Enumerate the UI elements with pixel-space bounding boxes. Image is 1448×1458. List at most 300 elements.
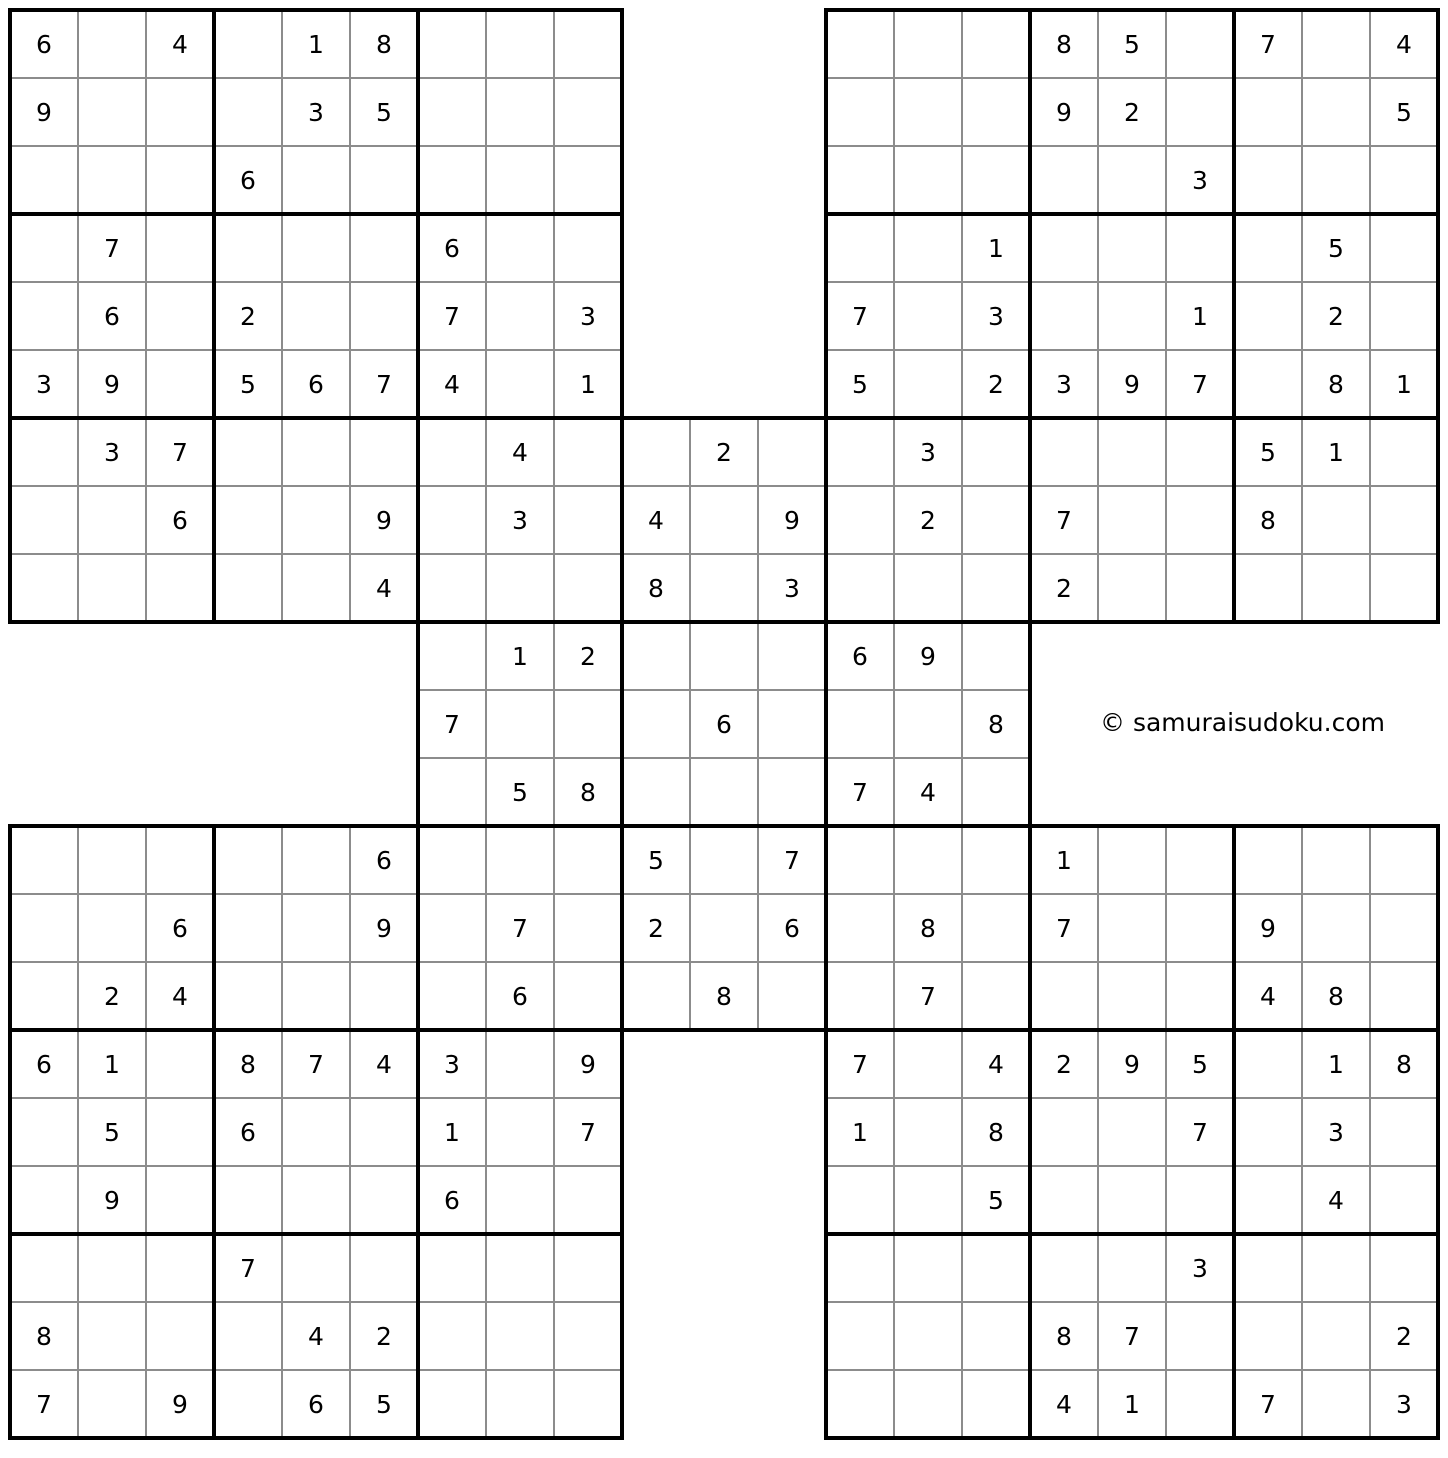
empty-cell[interactable] xyxy=(488,1236,552,1300)
empty-cell[interactable] xyxy=(964,760,1028,824)
empty-cell[interactable] xyxy=(352,1168,416,1232)
empty-cell[interactable] xyxy=(80,828,144,892)
empty-cell[interactable] xyxy=(896,1236,960,1300)
empty-cell[interactable] xyxy=(12,284,76,348)
empty-cell[interactable] xyxy=(216,1304,280,1368)
empty-cell[interactable] xyxy=(896,12,960,76)
empty-cell[interactable] xyxy=(760,420,824,484)
empty-cell[interactable] xyxy=(760,760,824,824)
empty-cell[interactable] xyxy=(12,148,76,212)
empty-cell[interactable] xyxy=(1100,148,1164,212)
empty-cell[interactable] xyxy=(420,1236,484,1300)
empty-cell[interactable] xyxy=(488,556,552,620)
empty-cell[interactable] xyxy=(420,556,484,620)
empty-cell[interactable] xyxy=(1236,352,1300,416)
given-digit: 6 xyxy=(444,1186,460,1215)
given-digit: 1 xyxy=(444,1118,460,1147)
empty-cell[interactable] xyxy=(556,896,620,960)
given-digit: 7 xyxy=(580,1118,596,1147)
empty-cell[interactable] xyxy=(420,488,484,552)
given-digit: 7 xyxy=(1192,370,1208,399)
given-digit: 5 xyxy=(512,778,528,807)
empty-cell[interactable] xyxy=(284,420,348,484)
empty-cell[interactable] xyxy=(80,556,144,620)
empty-cell[interactable] xyxy=(964,12,1028,76)
empty-cell[interactable] xyxy=(1100,1236,1164,1300)
empty-cell[interactable] xyxy=(80,1372,144,1436)
empty-cell[interactable] xyxy=(488,692,552,756)
empty-cell[interactable] xyxy=(556,692,620,756)
given-digit: 4 xyxy=(308,1322,324,1351)
empty-cell[interactable] xyxy=(216,1168,280,1232)
empty-cell[interactable] xyxy=(828,692,892,756)
empty-cell[interactable] xyxy=(896,148,960,212)
empty-cell[interactable] xyxy=(1372,216,1436,280)
given-digit: 8 xyxy=(1056,1322,1072,1351)
empty-cell[interactable] xyxy=(964,488,1028,552)
empty-cell[interactable] xyxy=(352,284,416,348)
empty-cell[interactable] xyxy=(80,1236,144,1300)
empty-cell[interactable] xyxy=(216,420,280,484)
empty-cell[interactable] xyxy=(352,216,416,280)
empty-cell[interactable] xyxy=(148,148,212,212)
empty-cell[interactable] xyxy=(1168,964,1232,1028)
empty-cell[interactable] xyxy=(1236,148,1300,212)
empty-cell[interactable] xyxy=(488,216,552,280)
empty-cell[interactable] xyxy=(828,80,892,144)
given-digit: 8 xyxy=(988,1118,1004,1147)
empty-cell[interactable] xyxy=(488,284,552,348)
empty-cell[interactable] xyxy=(352,964,416,1028)
empty-cell[interactable] xyxy=(896,1032,960,1096)
empty-cell[interactable] xyxy=(12,1100,76,1164)
empty-cell[interactable] xyxy=(1236,1032,1300,1096)
given-digit: 5 xyxy=(240,370,256,399)
empty-cell[interactable] xyxy=(1168,896,1232,960)
empty-cell[interactable] xyxy=(148,1100,212,1164)
empty-cell[interactable] xyxy=(1168,216,1232,280)
empty-cell[interactable] xyxy=(556,420,620,484)
empty-cell[interactable] xyxy=(1372,1100,1436,1164)
empty-cell[interactable] xyxy=(556,1372,620,1436)
empty-cell[interactable] xyxy=(896,692,960,756)
empty-cell[interactable] xyxy=(1168,828,1232,892)
empty-cell[interactable] xyxy=(488,12,552,76)
given-digit: 9 xyxy=(784,506,800,535)
given-digit: 6 xyxy=(172,914,188,943)
empty-cell[interactable] xyxy=(1304,1372,1368,1436)
empty-cell[interactable] xyxy=(556,1168,620,1232)
empty-cell[interactable] xyxy=(760,624,824,688)
empty-cell[interactable] xyxy=(1168,1168,1232,1232)
empty-cell[interactable] xyxy=(896,352,960,416)
empty-cell[interactable] xyxy=(216,216,280,280)
empty-cell[interactable] xyxy=(1032,284,1096,348)
empty-cell[interactable] xyxy=(1168,556,1232,620)
given-digit: 7 xyxy=(1124,1322,1140,1351)
given-digit: 6 xyxy=(104,302,120,331)
empty-cell[interactable] xyxy=(964,624,1028,688)
empty-cell[interactable] xyxy=(148,1168,212,1232)
empty-cell[interactable] xyxy=(1304,488,1368,552)
empty-cell[interactable] xyxy=(80,896,144,960)
given-digit: 2 xyxy=(240,302,256,331)
empty-cell[interactable] xyxy=(828,1236,892,1300)
given-digit: 2 xyxy=(988,370,1004,399)
empty-cell[interactable] xyxy=(1032,1100,1096,1164)
given-digit: 7 xyxy=(852,302,868,331)
empty-cell[interactable] xyxy=(556,964,620,1028)
empty-cell[interactable] xyxy=(828,1372,892,1436)
empty-cell[interactable] xyxy=(828,216,892,280)
empty-cell[interactable] xyxy=(828,1304,892,1368)
empty-cell[interactable] xyxy=(692,760,756,824)
empty-cell[interactable] xyxy=(896,828,960,892)
given-digit: 1 xyxy=(1328,438,1344,467)
empty-cell[interactable] xyxy=(828,828,892,892)
empty-cell[interactable] xyxy=(1372,148,1436,212)
empty-cell[interactable] xyxy=(1032,964,1096,1028)
empty-cell[interactable] xyxy=(420,760,484,824)
empty-cell[interactable] xyxy=(148,556,212,620)
empty-cell[interactable] xyxy=(148,80,212,144)
empty-cell[interactable] xyxy=(1372,1236,1436,1300)
empty-cell[interactable] xyxy=(148,284,212,348)
empty-cell[interactable] xyxy=(1372,488,1436,552)
given-digit: 3 xyxy=(1328,1118,1344,1147)
given-digit: 1 xyxy=(1124,1390,1140,1419)
empty-cell[interactable] xyxy=(12,1168,76,1232)
given-digit: 7 xyxy=(308,1050,324,1079)
empty-cell[interactable] xyxy=(284,284,348,348)
empty-cell[interactable] xyxy=(488,1168,552,1232)
empty-cell[interactable] xyxy=(1372,828,1436,892)
empty-cell[interactable] xyxy=(12,488,76,552)
given-digit: 8 xyxy=(1260,506,1276,535)
empty-cell[interactable] xyxy=(828,488,892,552)
empty-cell[interactable] xyxy=(1100,216,1164,280)
empty-cell[interactable] xyxy=(828,1168,892,1232)
given-digit: 4 xyxy=(1328,1186,1344,1215)
empty-cell[interactable] xyxy=(760,964,824,1028)
empty-cell[interactable] xyxy=(352,1236,416,1300)
empty-cell[interactable] xyxy=(420,420,484,484)
given-digit: 7 xyxy=(784,846,800,875)
empty-cell[interactable] xyxy=(1100,284,1164,348)
empty-cell[interactable] xyxy=(1032,420,1096,484)
empty-cell[interactable] xyxy=(488,80,552,144)
empty-cell[interactable] xyxy=(556,216,620,280)
empty-cell[interactable] xyxy=(828,12,892,76)
empty-cell[interactable] xyxy=(216,964,280,1028)
empty-cell[interactable] xyxy=(964,828,1028,892)
empty-cell[interactable] xyxy=(1032,1168,1096,1232)
given-digit: 1 xyxy=(308,30,324,59)
empty-cell[interactable] xyxy=(1304,896,1368,960)
given-digit: 6 xyxy=(376,846,392,875)
empty-cell[interactable] xyxy=(760,692,824,756)
empty-cell[interactable] xyxy=(420,80,484,144)
empty-cell[interactable] xyxy=(896,1168,960,1232)
given-digit: 2 xyxy=(580,642,596,671)
empty-cell[interactable] xyxy=(556,80,620,144)
empty-cell[interactable] xyxy=(556,1236,620,1300)
empty-cell[interactable] xyxy=(488,1100,552,1164)
empty-cell[interactable] xyxy=(1032,148,1096,212)
given-digit: 5 xyxy=(376,1390,392,1419)
empty-cell[interactable] xyxy=(80,148,144,212)
empty-cell[interactable] xyxy=(12,556,76,620)
given-digit: 7 xyxy=(444,302,460,331)
given-digit: 7 xyxy=(376,370,392,399)
empty-cell[interactable] xyxy=(964,896,1028,960)
empty-cell[interactable] xyxy=(896,216,960,280)
empty-cell[interactable] xyxy=(420,1372,484,1436)
empty-cell[interactable] xyxy=(1168,1304,1232,1368)
empty-cell[interactable] xyxy=(1100,964,1164,1028)
empty-cell[interactable] xyxy=(80,1304,144,1368)
empty-cell[interactable] xyxy=(1236,556,1300,620)
given-digit: 7 xyxy=(444,710,460,739)
empty-cell[interactable] xyxy=(964,1372,1028,1436)
empty-cell[interactable] xyxy=(1100,488,1164,552)
empty-cell[interactable] xyxy=(828,556,892,620)
empty-cell[interactable] xyxy=(1236,80,1300,144)
empty-cell[interactable] xyxy=(1168,12,1232,76)
empty-cell[interactable] xyxy=(488,1032,552,1096)
empty-cell[interactable] xyxy=(420,896,484,960)
given-digit: 5 xyxy=(376,98,392,127)
empty-cell[interactable] xyxy=(80,80,144,144)
empty-cell[interactable] xyxy=(488,1304,552,1368)
empty-cell[interactable] xyxy=(352,1100,416,1164)
empty-cell[interactable] xyxy=(216,896,280,960)
given-digit: 2 xyxy=(1328,302,1344,331)
empty-cell[interactable] xyxy=(896,284,960,348)
empty-cell[interactable] xyxy=(420,624,484,688)
given-digit: 6 xyxy=(308,370,324,399)
empty-cell[interactable] xyxy=(964,1236,1028,1300)
given-digit: 1 xyxy=(988,234,1004,263)
empty-cell[interactable] xyxy=(352,148,416,212)
empty-cell[interactable] xyxy=(1304,148,1368,212)
empty-cell[interactable] xyxy=(1372,896,1436,960)
empty-cell[interactable] xyxy=(556,12,620,76)
empty-cell[interactable] xyxy=(12,896,76,960)
empty-cell[interactable] xyxy=(216,828,280,892)
empty-cell[interactable] xyxy=(964,1304,1028,1368)
empty-cell[interactable] xyxy=(1100,556,1164,620)
empty-cell[interactable] xyxy=(12,420,76,484)
empty-cell[interactable] xyxy=(488,1372,552,1436)
given-digit: 3 xyxy=(1396,1390,1412,1419)
empty-cell[interactable] xyxy=(1304,828,1368,892)
empty-cell[interactable] xyxy=(828,964,892,1028)
given-digit: 2 xyxy=(1396,1322,1412,1351)
empty-cell[interactable] xyxy=(284,1100,348,1164)
empty-cell[interactable] xyxy=(1032,216,1096,280)
empty-cell[interactable] xyxy=(1304,1236,1368,1300)
empty-cell[interactable] xyxy=(216,488,280,552)
given-digit: 7 xyxy=(1260,1390,1276,1419)
empty-cell[interactable] xyxy=(556,828,620,892)
empty-cell[interactable] xyxy=(692,556,756,620)
given-digit: 9 xyxy=(920,642,936,671)
empty-cell[interactable] xyxy=(284,896,348,960)
empty-cell[interactable] xyxy=(624,624,688,688)
given-digit: 1 xyxy=(512,642,528,671)
empty-cell[interactable] xyxy=(896,1100,960,1164)
given-digit: 3 xyxy=(308,98,324,127)
empty-cell[interactable] xyxy=(556,488,620,552)
empty-cell[interactable] xyxy=(12,964,76,1028)
empty-cell[interactable] xyxy=(1168,80,1232,144)
empty-cell[interactable] xyxy=(1372,1168,1436,1232)
empty-cell[interactable] xyxy=(284,964,348,1028)
empty-cell[interactable] xyxy=(284,828,348,892)
given-digit: 6 xyxy=(240,166,256,195)
empty-cell[interactable] xyxy=(1236,216,1300,280)
copyright-text: © samuraisudoku.com xyxy=(1100,708,1385,737)
empty-cell[interactable] xyxy=(216,12,280,76)
empty-cell[interactable] xyxy=(896,80,960,144)
empty-cell[interactable] xyxy=(624,964,688,1028)
empty-cell[interactable] xyxy=(148,352,212,416)
empty-cell[interactable] xyxy=(420,828,484,892)
empty-cell[interactable] xyxy=(284,556,348,620)
empty-cell[interactable] xyxy=(556,148,620,212)
empty-cell[interactable] xyxy=(1168,1372,1232,1436)
empty-cell[interactable] xyxy=(284,488,348,552)
empty-cell[interactable] xyxy=(964,148,1028,212)
empty-cell[interactable] xyxy=(216,80,280,144)
empty-cell[interactable] xyxy=(216,1372,280,1436)
empty-cell[interactable] xyxy=(12,828,76,892)
empty-cell[interactable] xyxy=(284,216,348,280)
empty-cell[interactable] xyxy=(12,216,76,280)
given-digit: 9 xyxy=(376,914,392,943)
empty-cell[interactable] xyxy=(148,216,212,280)
empty-cell[interactable] xyxy=(828,420,892,484)
empty-cell[interactable] xyxy=(1168,420,1232,484)
empty-cell[interactable] xyxy=(1236,1168,1300,1232)
empty-cell[interactable] xyxy=(1100,420,1164,484)
given-digit: 2 xyxy=(104,982,120,1011)
empty-cell[interactable] xyxy=(964,964,1028,1028)
given-digit: 6 xyxy=(308,1390,324,1419)
empty-cell[interactable] xyxy=(1372,964,1436,1028)
given-digit: 9 xyxy=(172,1390,188,1419)
empty-cell[interactable] xyxy=(1236,1304,1300,1368)
empty-cell[interactable] xyxy=(1372,420,1436,484)
empty-cell[interactable] xyxy=(420,148,484,212)
empty-cell[interactable] xyxy=(148,828,212,892)
given-digit: 8 xyxy=(36,1322,52,1351)
given-digit: 6 xyxy=(784,914,800,943)
empty-cell[interactable] xyxy=(964,80,1028,144)
empty-cell[interactable] xyxy=(420,964,484,1028)
empty-cell[interactable] xyxy=(964,556,1028,620)
empty-cell[interactable] xyxy=(692,896,756,960)
given-digit: 5 xyxy=(1192,1050,1208,1079)
empty-cell[interactable] xyxy=(284,1168,348,1232)
empty-cell[interactable] xyxy=(1168,488,1232,552)
given-digit: 7 xyxy=(852,778,868,807)
empty-cell[interactable] xyxy=(692,624,756,688)
empty-cell[interactable] xyxy=(488,148,552,212)
empty-cell[interactable] xyxy=(12,1236,76,1300)
empty-cell[interactable] xyxy=(828,896,892,960)
empty-cell[interactable] xyxy=(284,148,348,212)
empty-cell[interactable] xyxy=(1372,556,1436,620)
empty-cell[interactable] xyxy=(1304,80,1368,144)
empty-cell[interactable] xyxy=(80,12,144,76)
given-digit: 8 xyxy=(1328,370,1344,399)
empty-cell[interactable] xyxy=(1100,1168,1164,1232)
empty-cell[interactable] xyxy=(148,1236,212,1300)
empty-cell[interactable] xyxy=(624,760,688,824)
empty-cell[interactable] xyxy=(1100,1100,1164,1164)
empty-cell[interactable] xyxy=(1236,1236,1300,1300)
empty-cell[interactable] xyxy=(1100,896,1164,960)
empty-cell[interactable] xyxy=(488,828,552,892)
empty-cell[interactable] xyxy=(896,1372,960,1436)
empty-cell[interactable] xyxy=(80,488,144,552)
empty-cell[interactable] xyxy=(420,1304,484,1368)
empty-cell[interactable] xyxy=(284,1236,348,1300)
empty-cell[interactable] xyxy=(896,556,960,620)
empty-cell[interactable] xyxy=(1304,1304,1368,1368)
given-digit: 4 xyxy=(376,1050,392,1079)
empty-cell[interactable] xyxy=(1304,556,1368,620)
empty-cell[interactable] xyxy=(692,488,756,552)
empty-cell[interactable] xyxy=(624,692,688,756)
empty-cell[interactable] xyxy=(556,1304,620,1368)
empty-cell[interactable] xyxy=(420,12,484,76)
empty-cell[interactable] xyxy=(1236,284,1300,348)
empty-cell[interactable] xyxy=(964,420,1028,484)
empty-cell[interactable] xyxy=(1100,828,1164,892)
empty-cell[interactable] xyxy=(1304,12,1368,76)
empty-cell[interactable] xyxy=(556,556,620,620)
empty-cell[interactable] xyxy=(488,352,552,416)
given-digit: 2 xyxy=(376,1322,392,1351)
given-digit: 9 xyxy=(1056,98,1072,127)
empty-cell[interactable] xyxy=(1372,284,1436,348)
given-digit: 8 xyxy=(1056,30,1072,59)
empty-cell[interactable] xyxy=(1032,1236,1096,1300)
empty-cell[interactable] xyxy=(692,828,756,892)
given-digit: 9 xyxy=(1124,370,1140,399)
given-digit: 7 xyxy=(1056,506,1072,535)
empty-cell[interactable] xyxy=(216,556,280,620)
empty-cell[interactable] xyxy=(896,1304,960,1368)
given-digit: 5 xyxy=(1124,30,1140,59)
empty-cell[interactable] xyxy=(352,420,416,484)
given-digit: 6 xyxy=(852,642,868,671)
empty-cell[interactable] xyxy=(148,1304,212,1368)
given-digit: 4 xyxy=(172,982,188,1011)
empty-cell[interactable] xyxy=(1236,828,1300,892)
empty-cell[interactable] xyxy=(828,148,892,212)
empty-cell[interactable] xyxy=(148,1032,212,1096)
empty-cell[interactable] xyxy=(1236,1100,1300,1164)
given-digit: 3 xyxy=(920,438,936,467)
given-digit: 1 xyxy=(1056,846,1072,875)
given-digit: 4 xyxy=(1396,30,1412,59)
empty-cell[interactable] xyxy=(624,420,688,484)
given-digit: 4 xyxy=(1260,982,1276,1011)
